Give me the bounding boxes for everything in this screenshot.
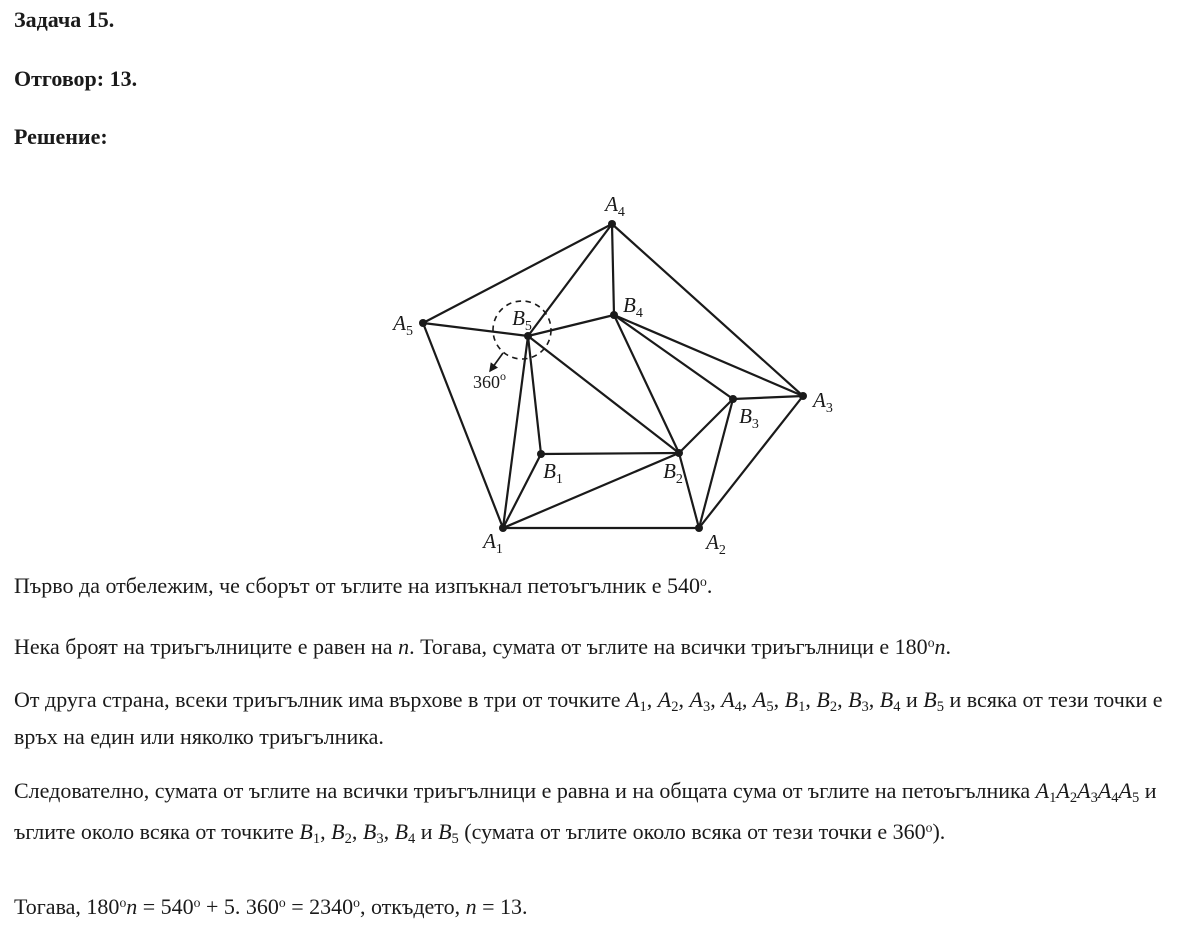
- degree-superscript: o: [119, 895, 127, 910]
- text-run: (сумата от ъглите около всяка от тези точки е 360: [458, 819, 926, 845]
- vertex-label-B2: $B_2$: [663, 459, 683, 487]
- math-italic: n: [398, 634, 410, 660]
- math-italic: A: [657, 687, 672, 712]
- text-run: ,: [741, 687, 753, 712]
- edge-B2-A1: [503, 453, 679, 528]
- solution-heading: Решение:: [14, 124, 108, 149]
- vertex-label-B3: $B_3$: [739, 404, 759, 432]
- text-run: и ъглите около всяка от точките: [14, 778, 1157, 845]
- vertex-label-B4: $B_4$: [623, 293, 643, 321]
- paragraph-total-angle-sum: [14, 776, 1182, 854]
- math-subscript: 4: [734, 699, 742, 716]
- degree-superscript: o: [700, 574, 707, 589]
- math-italic: A: [626, 687, 640, 712]
- math-italic: A: [752, 687, 767, 712]
- paragraph-pentagon-angle-sum: [14, 567, 1182, 601]
- math-subscript: 1: [1049, 790, 1057, 807]
- math-subscript: 3: [376, 831, 384, 848]
- vertex-label-B5: $B_5$: [512, 306, 532, 334]
- edge-B4-B2: [614, 315, 679, 453]
- paragraph-triangle-vertices: [14, 685, 1182, 752]
- math-subscript: 1: [312, 831, 321, 848]
- edge-B5-B1: [528, 336, 541, 454]
- text-run: + 5. 360: [200, 894, 279, 920]
- math-subscript: 5: [1132, 790, 1140, 807]
- math-italic: A: [1097, 778, 1112, 803]
- math-subscript: 4: [1111, 790, 1119, 807]
- math-italic: B: [816, 687, 830, 712]
- math-subscript: 5: [451, 831, 459, 848]
- text-run: ,: [805, 687, 817, 712]
- vertex-label-A2: $A_2$: [706, 530, 726, 558]
- math-italic: B: [362, 819, 377, 845]
- math-subscript: 1: [639, 699, 647, 716]
- edge-A4-B4: [612, 224, 614, 315]
- text-run: От друга страна, всеки триъгълник има върхове в три от точките: [14, 687, 627, 712]
- math-subscript: 2: [1069, 790, 1078, 807]
- edge-B5-A1: [503, 336, 528, 528]
- math-subscript: 2: [344, 831, 352, 848]
- math-italic: A: [1035, 778, 1050, 803]
- math-italic: A: [689, 687, 703, 712]
- math-subscript: 2: [671, 699, 679, 716]
- text-run: ,: [646, 687, 658, 712]
- math-italic: B: [784, 687, 799, 712]
- text-run: ,: [351, 819, 363, 845]
- vertex-B3: [729, 395, 737, 403]
- answer-heading: Отговор: 13.: [14, 66, 138, 91]
- text-run: ,: [383, 819, 395, 845]
- vertex-label-A4: $A_4$: [605, 192, 625, 220]
- math-italic: A: [1077, 778, 1091, 803]
- text-run: ,: [320, 819, 332, 845]
- vertex-A2: [695, 524, 703, 532]
- degree-superscript: o: [193, 895, 201, 910]
- text-run: ).: [932, 819, 946, 845]
- vertex-A4: [608, 220, 616, 228]
- vertex-A5: [419, 319, 427, 327]
- pentagon-triangulation-diagram: [0, 180, 1189, 565]
- math-italic: B: [331, 819, 345, 845]
- text-run: Нека броят на триъгълниците е равен на: [14, 634, 399, 660]
- math-subscript: 2: [829, 699, 838, 716]
- math-italic: A: [1118, 778, 1132, 803]
- degree-superscript: o: [353, 895, 360, 910]
- text-run: .: [706, 573, 713, 599]
- text-run: Следователно, сумата от ъглите на всички триъгълници е равна и на общата сума от ъглите на петоъгълника: [14, 778, 1036, 803]
- text-run: = 13.: [476, 894, 528, 920]
- text-run: ,: [710, 687, 722, 712]
- problem-heading: Задача 15.: [14, 7, 115, 32]
- edge-B2-A2: [679, 453, 699, 528]
- vertex-B2: [675, 449, 683, 457]
- text-run: .: [945, 634, 951, 660]
- degree-superscript: o: [278, 895, 286, 910]
- vertex-B1: [537, 450, 545, 458]
- text-run: и всяка от тези точки е връх на един или няколко триъгълника.: [14, 687, 1163, 750]
- edge-B4-B3: [614, 315, 733, 399]
- math-subscript: 3: [1090, 790, 1098, 807]
- vertex-label-B1: $B_1$: [543, 459, 563, 487]
- vertex-label-A1: $A_1$: [483, 529, 503, 557]
- math-italic: B: [848, 687, 862, 712]
- edge-B3-A2: [699, 399, 733, 528]
- math-italic: B: [438, 819, 452, 845]
- math-subscript: 3: [861, 699, 869, 716]
- text-run: , откъдето,: [359, 894, 466, 920]
- math-subscript: 1: [798, 699, 806, 716]
- text-run: = 540: [137, 894, 194, 920]
- degree-superscript: o: [927, 635, 935, 650]
- vertex-B4: [610, 311, 618, 319]
- math-italic: n: [126, 894, 138, 920]
- edge-A5-A1: [423, 323, 503, 528]
- edge-B5-B2: [528, 336, 679, 453]
- text-run: и: [415, 819, 439, 845]
- math-subscript: 3: [702, 699, 711, 716]
- text-run: ,: [868, 687, 880, 712]
- edge-B1-B2: [541, 453, 679, 454]
- vertex-label-A5: $A_5$: [393, 311, 413, 339]
- math-italic: B: [299, 819, 313, 845]
- text-run: ,: [837, 687, 849, 712]
- text-run: Тогава, 180: [14, 894, 120, 920]
- paragraph-triangle-count: [14, 628, 1182, 662]
- text-run: и: [900, 687, 924, 712]
- edge-B3-A3: [733, 396, 803, 399]
- math-italic: B: [879, 687, 894, 712]
- text-run: . Тогава, сумата от ъглите на всички триъгълници е 180: [409, 634, 928, 660]
- math-subscript: 5: [936, 699, 945, 716]
- text-run: Първо да отбележим, че сборът от ъглите на изпъкнал петоъгълник е 540: [14, 573, 701, 599]
- math-italic: A: [721, 687, 735, 712]
- angle-360-label: 360$^o$: [473, 369, 506, 392]
- vertex-A1: [499, 524, 507, 532]
- text-run: = 2340: [285, 894, 354, 920]
- math-italic: n: [465, 894, 477, 920]
- math-italic: B: [394, 819, 409, 845]
- math-italic: A: [1056, 778, 1070, 803]
- math-italic: n: [934, 634, 946, 660]
- edge-B4-A3: [614, 315, 803, 396]
- vertex-A3: [799, 392, 807, 400]
- math-subscript: 5: [766, 699, 774, 716]
- math-italic: B: [923, 687, 937, 712]
- paragraph-final-equation: [14, 888, 1182, 922]
- degree-superscript: o: [925, 820, 933, 836]
- vertex-label-A3: $A_3$: [813, 388, 833, 416]
- text-run: ,: [678, 687, 690, 712]
- math-subscript: 4: [408, 831, 416, 848]
- math-subscript: 4: [893, 699, 901, 716]
- text-run: ,: [773, 687, 785, 712]
